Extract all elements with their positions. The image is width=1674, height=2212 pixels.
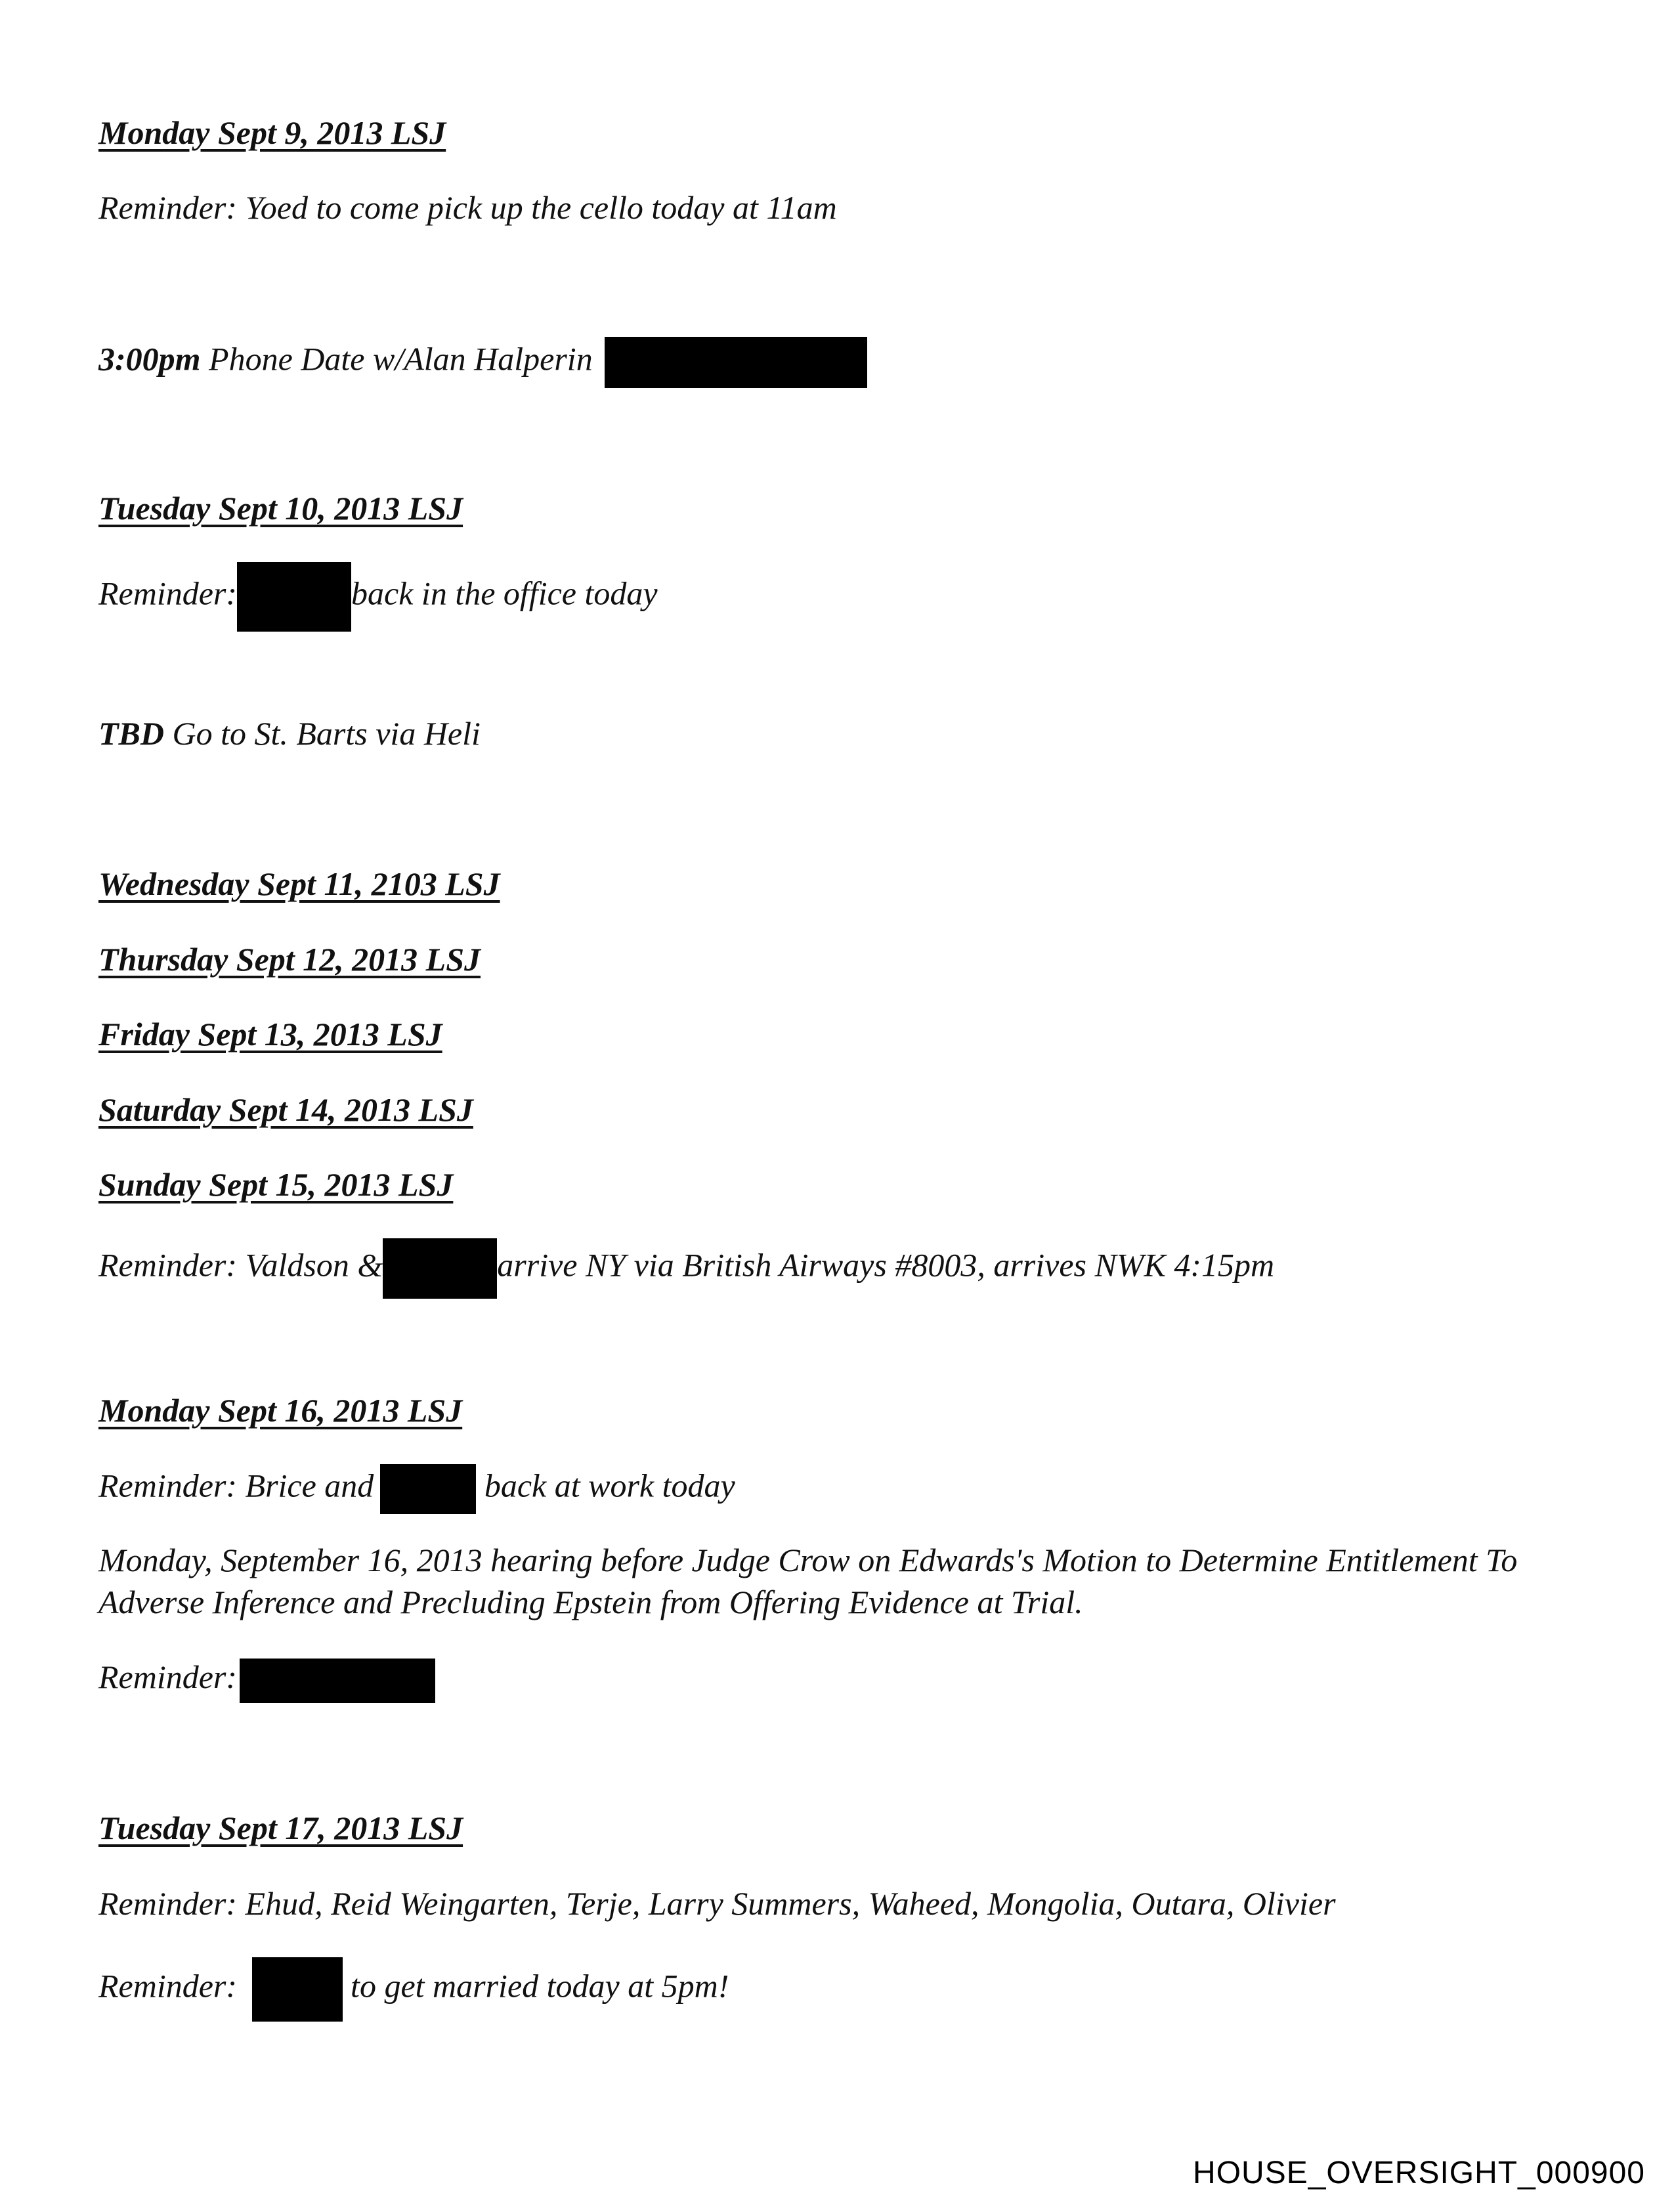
schedule-line [98, 337, 867, 388]
redaction-box [383, 1238, 497, 1299]
reminder-line: Reminder: Yoed to come pick up the cello today at 11am [98, 189, 837, 226]
date-heading: Saturday Sept 14, 2013 LSJ [98, 1091, 473, 1128]
time-label: 3:00pm [98, 340, 201, 378]
redaction-box [252, 1957, 343, 2022]
event-text: Phone Date w/Alan Halperin [200, 340, 601, 378]
reminder-line [98, 1656, 435, 1703]
hearing-paragraph: Monday, September 16, 2013 hearing before Judge Crow on Edwards's Motion to Determine Entitlement To Adverse Inference and Precluding Epstein from Offering Evidence at Trial. [98, 1542, 1518, 1620]
reminder-line [98, 562, 658, 632]
reminder-label: Reminder: Brice and [98, 1467, 374, 1504]
date-heading: Tuesday Sept 10, 2013 LSJ [98, 490, 463, 527]
date-heading: Wednesday Sept 11, 2103 LSJ [98, 865, 500, 902]
date-heading: Friday Sept 13, 2013 LSJ [98, 1016, 442, 1052]
event-text: Go to St. Barts via Heli [164, 715, 481, 752]
time-label: TBD [98, 715, 164, 752]
date-heading: Monday Sept 9, 2013 LSJ [98, 114, 446, 151]
redaction-box [240, 1659, 435, 1703]
schedule-line [98, 712, 481, 754]
reminder-text: back at work today [476, 1467, 735, 1504]
date-heading: Monday Sept 16, 2013 LSJ [98, 1392, 463, 1429]
reminder-label: Reminder: [98, 1659, 238, 1695]
bates-number: HOUSE_OVERSIGHT_000900 [1193, 2156, 1645, 2190]
redaction-box [237, 562, 351, 632]
date-heading: Sunday Sept 15, 2013 LSJ [98, 1166, 454, 1203]
reminder-line [98, 1464, 735, 1514]
reminder-text: to get married today at 5pm! [342, 1967, 729, 2005]
reminder-label: Reminder: Valdson & [98, 1246, 383, 1284]
reminder-label: Reminder: [98, 1967, 246, 2005]
date-heading: Tuesday Sept 17, 2013 LSJ [98, 1810, 463, 1846]
redaction-box [380, 1464, 476, 1514]
reminder-label: Reminder: [98, 575, 238, 612]
redaction-box [605, 337, 867, 388]
reminder-line [98, 1238, 1274, 1299]
reminder-text: arrive NY via British Airways #8003, arrives NWK 4:15pm [497, 1246, 1275, 1284]
reminder-text: back in the office today [351, 575, 658, 612]
date-heading: Thursday Sept 12, 2013 LSJ [98, 941, 481, 978]
reminder-line: Reminder: Ehud, Reid Weingarten, Terje, Larry Summers, Waheed, Mongolia, Outara, Olivier [98, 1885, 1336, 1922]
reminder-line [98, 1957, 729, 2022]
